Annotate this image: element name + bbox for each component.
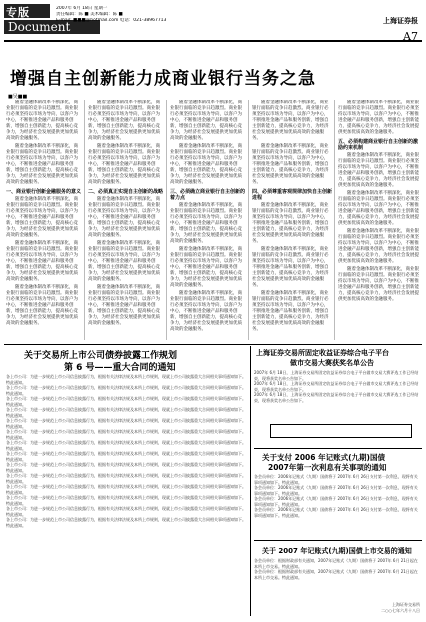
paragraph: 随着金融体制改革不断深化，商业银行面临的竞争日趋激烈。商业银行必须坚持以市场为导向，以客户为中心，不断推进金融产品和服务创新，增强自主创新能力，提高核心竞争力，为经济社会发展提供更加优质高效的金融服务。 [6, 285, 78, 326]
notice-3-body [254, 474, 420, 534]
notice-2-body [254, 370, 420, 420]
meta-line: 2007年 6月 18日 星期一 [56, 6, 108, 11]
article-column-4 [252, 100, 332, 340]
paragraph: 随着金融体制改革不断深化，商业银行面临的竞争日趋激烈。商业银行必须坚持以市场为导向，以客户为中心，不断推进金融产品和服务创新，增强自主创新能力，提高核心竞争力，为经济社会发展提供更加优质高效的金融服务。 [170, 144, 242, 185]
column-divider [248, 100, 249, 340]
subheading: 二、必须真正实现自主创新的战略 [88, 189, 164, 195]
paragraph: 随着金融体制改革不断深化，商业银行面临的竞争日趋激烈。商业银行必须坚持以市场为导向，以客户为中心，不断推进金融产品和服务创新，增强自主创新能力，提高核心竞争力，为经济社会发展提供更加优质高效的金融服务。 [88, 285, 160, 326]
headline: 增强自主创新能力成商业银行当务之急 [10, 69, 316, 89]
notice-paragraph: 各会员单位：2006年记账式（九期）国债将于 2007年 6月 26日支付第一次利息，现将有关事项通知如下。特此通知。 [254, 496, 418, 507]
article-column-1 [6, 100, 82, 340]
notice-4-body [254, 558, 420, 598]
notice-signature [350, 602, 420, 618]
notice-3-title-line-2: 2007年第一次利息有关事项的通知 [268, 463, 387, 472]
issue-date: 二○○七年六月十八日 [381, 607, 420, 613]
notice-paragraph: 各上市公司：为进一步规范上市公司信息披露行为，根据有关法律法规及本所上市规则，现就上市公司披露重大合同相关事项通知如下。特此通知。 [6, 374, 246, 385]
header-rule [4, 40, 422, 42]
article-column-3 [170, 100, 246, 340]
column-divider [166, 100, 167, 340]
notice-paragraph: 各上市公司：为进一步规范上市公司信息披露行为，根据有关法律法规及本所上市规则，现就上市公司披露重大合同相关事项通知如下。特此通知。 [6, 429, 246, 440]
notice-paragraph: 各上市公司：为进一步规范上市公司信息披露行为，根据有关法律法规及本所上市规则，现就上市公司披露重大合同相关事项通知如下。特此通知。 [6, 385, 246, 396]
notice-paragraph: 各上市公司：为进一步规范上市公司信息披露行为，根据有关法律法规及本所上市规则，现就上市公司披露重大合同相关事项通知如下。特此通知。 [6, 517, 246, 528]
paragraph: 随着金融体制改革不断深化，商业银行面临的竞争日趋激烈。商业银行必须坚持以市场为导向，以客户为中心，不断推进金融产品和服务创新，增强自主创新能力，提高核心竞争力，为经济社会发展提供更加优质高效的金融服务。 [252, 100, 329, 141]
notice-rule [254, 540, 422, 541]
notice-paragraph: 各会员单位：2006年记账式（九期）国债将于 2007年 6月 26日支付第一次利息，现将有关事项通知如下。特此通知。 [254, 474, 418, 485]
subheading: 一、商业银行创新金融服务的意义 [6, 189, 82, 195]
paragraph: 随着金融体制改革不断深化，商业银行面临的竞争日趋激烈。商业银行必须坚持以市场为导向，以客户为中心，不断推进金融产品和服务创新，增强自主创新能力，提高核心竞争力，为经济社会发展提供更加优质高效的金融服务。 [170, 291, 242, 332]
notice-paragraph: 2007年 6月 18日，上海证券交易所固定收益证券综合电子平台做市交易大赛评选工作已经结束，现将获奖名单公告如下。 [254, 370, 419, 381]
notice-2-title-line-2: 做市交易大赛获奖名单公告 [290, 359, 374, 367]
paragraph: 随着金融体制改革不断深化，商业银行面临的竞争日趋激烈。商业银行必须坚持以市场为导向，以客户为中心，不断推进金融产品和服务创新，增强自主创新能力，提高核心竞争力，为经济社会发展提供更加优质高效的金融服务。 [338, 267, 419, 302]
paragraph: 随着金融体制改革不断深化，商业银行面临的竞争日趋激烈。商业银行必须坚持以市场为导向，以客户为中心，不断推进金融产品和服务创新，增强自主创新能力，提高核心竞争力，为经济社会发展提供更加优质高效的金融服务。 [6, 100, 78, 141]
masthead: 上海证券报 [383, 17, 418, 25]
paragraph: 随着金融体制改革不断深化，商业银行面临的竞争日趋激烈。商业银行必须坚持以市场为导向，以客户为中心，不断推进金融产品和服务创新，增强自主创新能力，提高核心竞争力，为经济社会发展提供更加优质高效的金融服务。 [170, 203, 242, 244]
issuer-name: 上海证券交易所 [392, 602, 420, 607]
notice-paragraph: 各上市公司：为进一步规范上市公司信息披露行为，根据有关法律法规及本所上市规则，现就上市公司披露重大合同相关事项通知如下。特此通知。 [6, 396, 246, 407]
paragraph: 随着金融体制改革不断深化，商业银行面临的竞争日趋激烈。商业银行必须坚持以市场为导向，以客户为中心，不断推进金融产品和服务创新，增强自主创新能力，提高核心竞争力，为经济社会发展提供更加优质高效的金融服务。 [88, 100, 160, 141]
subheading: 三、必须确立商业银行自主创新的着力点 [170, 189, 246, 201]
section-en-label: Document [8, 20, 71, 34]
editor-meta [56, 6, 286, 24]
notice-paragraph: 各上市公司：为进一步规范上市公司信息披露行为，根据有关法律法规及本所上市规则，现就上市公司披露重大合同相关事项通知如下。特此通知。 [6, 407, 246, 418]
notice-paragraph: 各会员单位：根据财政部有关通知，2007年记账式（九期）国债将于 2007年 6月 21日起在本所上市交易。特此通知。 [254, 569, 418, 580]
section-rule [4, 344, 422, 345]
byline: ■吴■■ [8, 94, 28, 100]
notice-paragraph: 各上市公司：为进一步规范上市公司信息披露行为，根据有关法律法规及本所上市规则，现就上市公司披露重大合同相关事项通知如下。特此通知。 [6, 462, 246, 473]
notice-paragraph: 2007年 6月 18日，上海证券交易所固定收益证券综合电子平台做市交易大赛评选工作已经结束，现将获奖名单公告如下。 [254, 392, 419, 403]
paragraph: 随着金融体制改革不断深化，商业银行面临的竞争日趋激烈。商业银行必须坚持以市场为导向，以客户为中心，不断推进金融产品和服务创新，增强自主创新能力，提高核心竞争力，为经济社会发展提供更加优质高效的金融服务。 [88, 144, 160, 185]
paragraph: 随着金融体制改革不断深化，商业银行面临的竞争日趋激烈。商业银行必须坚持以市场为导向，以客户为中心，不断推进金融产品和服务创新，增强自主创新能力，提高核心竞争力，为经济社会发展提供更加优质高效的金融服务。 [88, 197, 160, 238]
article-column-5 [338, 100, 420, 340]
paragraph: 随着金融体制改革不断深化，商业银行面临的竞争日趋激烈。商业银行必须坚持以市场为导向，以客户为中心，不断推进金融产品和服务创新，增强自主创新能力，提高核心竞争力，为经济社会发展提供更加优质高效的金融服务。 [88, 241, 160, 282]
notice-paragraph: 各上市公司：为进一步规范上市公司信息披露行为，根据有关法律法规及本所上市规则，现就上市公司披露重大合同相关事项通知如下。特此通知。 [6, 506, 246, 517]
subheading: 五、必须构建商业银行自主创新的激励约束机制 [338, 139, 419, 151]
paragraph: 随着金融体制改革不断深化，商业银行面临的竞争日趋激烈。商业银行必须坚持以市场为导向，以客户为中心，不断推进金融产品和服务创新，增强自主创新能力，提高核心竞争力，为经济社会发展提供更加优质高效的金融服务。 [6, 144, 78, 185]
notice-paragraph: 各上市公司：为进一步规范上市公司信息披露行为，根据有关法律法规及本所上市规则，现就上市公司披露重大合同相关事项通知如下。特此通知。 [6, 484, 246, 495]
paragraph: 随着金融体制改革不断深化，商业银行面临的竞争日趋激烈。商业银行必须坚持以市场为导向，以客户为中心，不断推进金融产品和服务创新，增强自主创新能力，提高核心竞争力，为经济社会发展提供更加优质高效的金融服务。 [338, 153, 419, 188]
column-divider [334, 100, 335, 340]
notice-paragraph: 各会员单位：根据财政部有关通知，2007年记账式（九期）国债将于 2007年 6月 21日起在本所上市交易。特此通知。 [254, 558, 418, 569]
notice-paragraph: 各会员单位：2006年记账式（九期）国债将于 2007年 6月 26日支付第一次利息，现将有关事项通知如下。特此通知。 [254, 485, 418, 496]
notice-paragraph: 各上市公司：为进一步规范上市公司信息披露行为，根据有关法律法规及本所上市规则，现就上市公司披露重大合同相关事项通知如下。特此通知。 [6, 440, 246, 451]
paragraph: 随着金融体制改革不断深化，商业银行面临的竞争日趋激烈。商业银行必须坚持以市场为导向，以客户为中心，不断推进金融产品和服务创新，增强自主创新能力，提高核心竞争力，为经济社会发展提供更加优质高效的金融服务。 [338, 229, 419, 264]
notice-paragraph: 各上市公司：为进一步规范上市公司信息披露行为，根据有关法律法规及本所上市规则，现就上市公司披露重大合同相关事项通知如下。特此通知。 [6, 495, 246, 506]
paragraph: 随着金融体制改革不断深化，商业银行面临的竞争日趋激烈。商业银行必须坚持以市场为导向，以客户为中心，不断推进金融产品和服务创新，增强自主创新能力，提高核心竞争力，为经济社会发展提供更加优质高效的金融服务。 [338, 100, 419, 135]
notice-1-body [6, 374, 246, 606]
notice-1-title-line-2: 第 6 号——重大合同的通知 [64, 363, 176, 373]
notice-paragraph: 各上市公司：为进一步规范上市公司信息披露行为，根据有关法律法规及本所上市规则，现就上市公司披露重大合同相关事项通知如下。特此通知。 [6, 451, 246, 462]
article-column-2 [88, 100, 164, 340]
paragraph: 随着金融体制改革不断深化，商业银行面临的竞争日趋激烈。商业银行必须坚持以市场为导向，以客户为中心，不断推进金融产品和服务创新，增强自主创新能力，提高核心竞争力，为经济社会发展提供更加优质高效的金融服务。 [252, 203, 329, 244]
page-number: A7 [403, 30, 418, 43]
column-divider [84, 100, 85, 340]
notice-paragraph: 2007年 6月 18日，上海证券交易所固定收益证券综合电子平台做市交易大赛评选工作已经结束，现将获奖名单公告如下。 [254, 381, 419, 392]
paragraph: 随着金融体制改革不断深化，商业银行面临的竞争日趋激烈。商业银行必须坚持以市场为导向，以客户为中心，不断推进金融产品和服务创新，增强自主创新能力，提高核心竞争力，为经济社会发展提供更加优质高效的金融服务。 [252, 291, 329, 332]
notice-paragraph: 各上市公司：为进一步规范上市公司信息披露行为，根据有关法律法规及本所上市规则，现就上市公司披露重大合同相关事项通知如下。特此通知。 [6, 473, 246, 484]
paragraph: 随着金融体制改革不断深化，商业银行面临的竞争日趋激烈。商业银行必须坚持以市场为导向，以客户为中心，不断推进金融产品和服务创新，增强自主创新能力，提高核心竞争力，为经济社会发展提供更加优质高效的金融服务。 [252, 144, 329, 185]
meta-line: 责任编辑：陈 ■ 美术编辑：陈 ■ [56, 12, 123, 17]
meta-line: E-mail: ■■■@hotmail.com 电话：021-38967713 [56, 18, 167, 23]
notice-2-title-line-1: 上海证券交易所固定收益证券综合电子平台 [256, 349, 389, 357]
notice-paragraph: 各上市公司：为进一步规范上市公司信息披露行为，根据有关法律法规及本所上市规则，现就上市公司披露重大合同相关事项通知如下。特此通知。 [6, 418, 246, 429]
award-table [270, 424, 412, 438]
notice-paragraph: 各会员单位：2006年记账式（九期）国债将于 2007年 6月 26日支付第一次利息，现将有关事项通知如下。特此通知。 [254, 507, 418, 518]
notice-1-title-line-1: 关于交易所上市公司债券披露工作规划 [24, 351, 178, 361]
subheading: 四、必须尊重客观规律加快自主创新进程 [252, 189, 332, 201]
paragraph: 随着金融体制改革不断深化，商业银行面临的竞争日趋激烈。商业银行必须坚持以市场为导向，以客户为中心，不断推进金融产品和服务创新，增强自主创新能力，提高核心竞争力，为经济社会发展提供更加优质高效的金融服务。 [338, 191, 419, 226]
page-header [0, 0, 426, 54]
paragraph: 随着金融体制改革不断深化，商业银行面临的竞争日趋激烈。商业银行必须坚持以市场为导向，以客户为中心，不断推进金融产品和服务创新，增强自主创新能力，提高核心竞争力，为经济社会发展提供更加优质高效的金融服务。 [170, 247, 242, 288]
section-label: 专版 [6, 6, 30, 19]
notice-divider [250, 346, 251, 616]
notice-3-title-line-1: 关于支付 2006 年记账式(九期)国债 [262, 453, 385, 462]
paragraph: 随着金融体制改革不断深化，商业银行面临的竞争日趋激烈。商业银行必须坚持以市场为导向，以客户为中心，不断推进金融产品和服务创新，增强自主创新能力，提高核心竞争力，为经济社会发展提供更加优质高效的金融服务。 [6, 197, 78, 238]
paragraph: 随着金融体制改革不断深化，商业银行面临的竞争日趋激烈。商业银行必须坚持以市场为导向，以客户为中心，不断推进金融产品和服务创新，增强自主创新能力，提高核心竞争力，为经济社会发展提供更加优质高效的金融服务。 [6, 241, 78, 282]
notice-4-title: 关于 2007 年记账式(九期)国债上市交易的通知 [262, 547, 412, 555]
paragraph: 随着金融体制改革不断深化，商业银行面临的竞争日趋激烈。商业银行必须坚持以市场为导向，以客户为中心，不断推进金融产品和服务创新，增强自主创新能力，提高核心竞争力，为经济社会发展提供更加优质高效的金融服务。 [170, 100, 242, 141]
notice-rule [254, 448, 422, 449]
paragraph: 随着金融体制改革不断深化，商业银行面临的竞争日趋激烈。商业银行必须坚持以市场为导向，以客户为中心，不断推进金融产品和服务创新，增强自主创新能力，提高核心竞争力，为经济社会发展提供更加优质高效的金融服务。 [252, 247, 329, 288]
